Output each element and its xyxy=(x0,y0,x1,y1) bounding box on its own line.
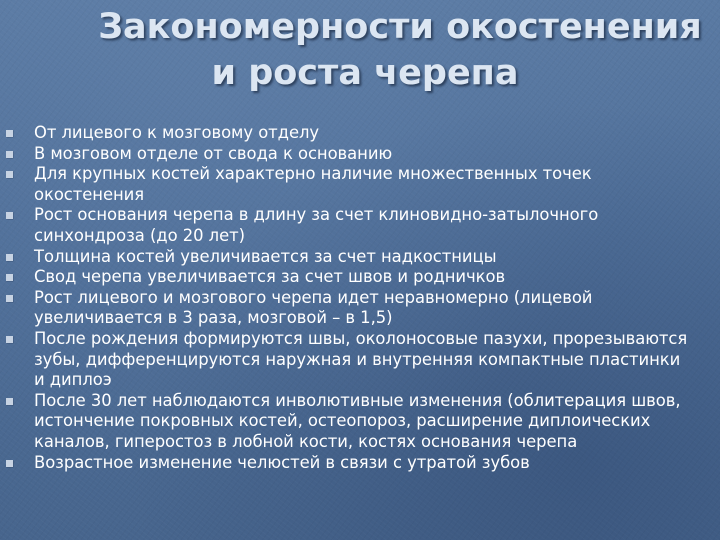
square-bullet-icon xyxy=(6,274,13,281)
bullet-item xyxy=(0,391,720,453)
bullet-text: Рост лицевого и мозгового черепа идет неравномерно (лицевой увеличивается в 3 раза, мозговой – в 1,5) xyxy=(34,287,593,328)
bullet-text: В мозговом отделе от свода к основанию xyxy=(34,143,393,163)
bullet-item xyxy=(0,205,720,246)
square-bullet-icon xyxy=(6,336,13,343)
square-bullet-icon xyxy=(6,171,13,178)
bullet-text: После 30 лет наблюдаются инволютивные изменения (облитерация швов, истончение покровных костей, остеопороз, расширение диплоических каналов, гиперостоз в лобной кости, костях основания черепа xyxy=(34,390,681,451)
bullet-text: После рождения формируются швы, околоносовые пазухи, прорезываются зубы, дифференцируются наружная и внутренняя компактные пластинки и диплоэ xyxy=(34,328,688,390)
slide-title-line-2: и роста черепа xyxy=(211,53,519,93)
bullet-text: Возрастное изменение челюстей в связи с утратой зубов xyxy=(34,452,530,472)
bullet-text: Для крупных костей характерно наличие множественных точек окостенения xyxy=(34,164,592,204)
bullet-item xyxy=(0,288,720,329)
square-bullet-icon xyxy=(6,212,13,219)
square-bullet-icon xyxy=(6,151,13,158)
bullet-item xyxy=(0,123,720,144)
bullet-text: Рост основания черепа в длину за счет клиновидно-затылочного синхондроза (до 20 лет) xyxy=(34,205,599,245)
square-bullet-icon xyxy=(6,295,13,302)
bullet-text: От лицевого к мозговому отделу xyxy=(34,123,320,142)
square-bullet-icon xyxy=(6,130,13,137)
bullet-item xyxy=(0,144,720,165)
bullet-list xyxy=(0,123,720,473)
slide-title xyxy=(0,4,720,96)
bullet-item xyxy=(0,247,720,268)
bullet-item xyxy=(0,267,720,288)
slide-title-line-1: Закономерности окостенения xyxy=(98,7,702,47)
bullet-item xyxy=(0,164,720,205)
bullet-item xyxy=(0,453,720,474)
square-bullet-icon xyxy=(6,398,13,405)
square-bullet-icon xyxy=(6,254,13,261)
bullet-item xyxy=(0,329,720,391)
square-bullet-icon xyxy=(6,460,13,467)
bullet-text: Толщина костей увеличивается за счет надкостницы xyxy=(34,246,497,266)
bullet-text: Свод черепа увеличивается за счет швов и родничков xyxy=(34,267,506,287)
